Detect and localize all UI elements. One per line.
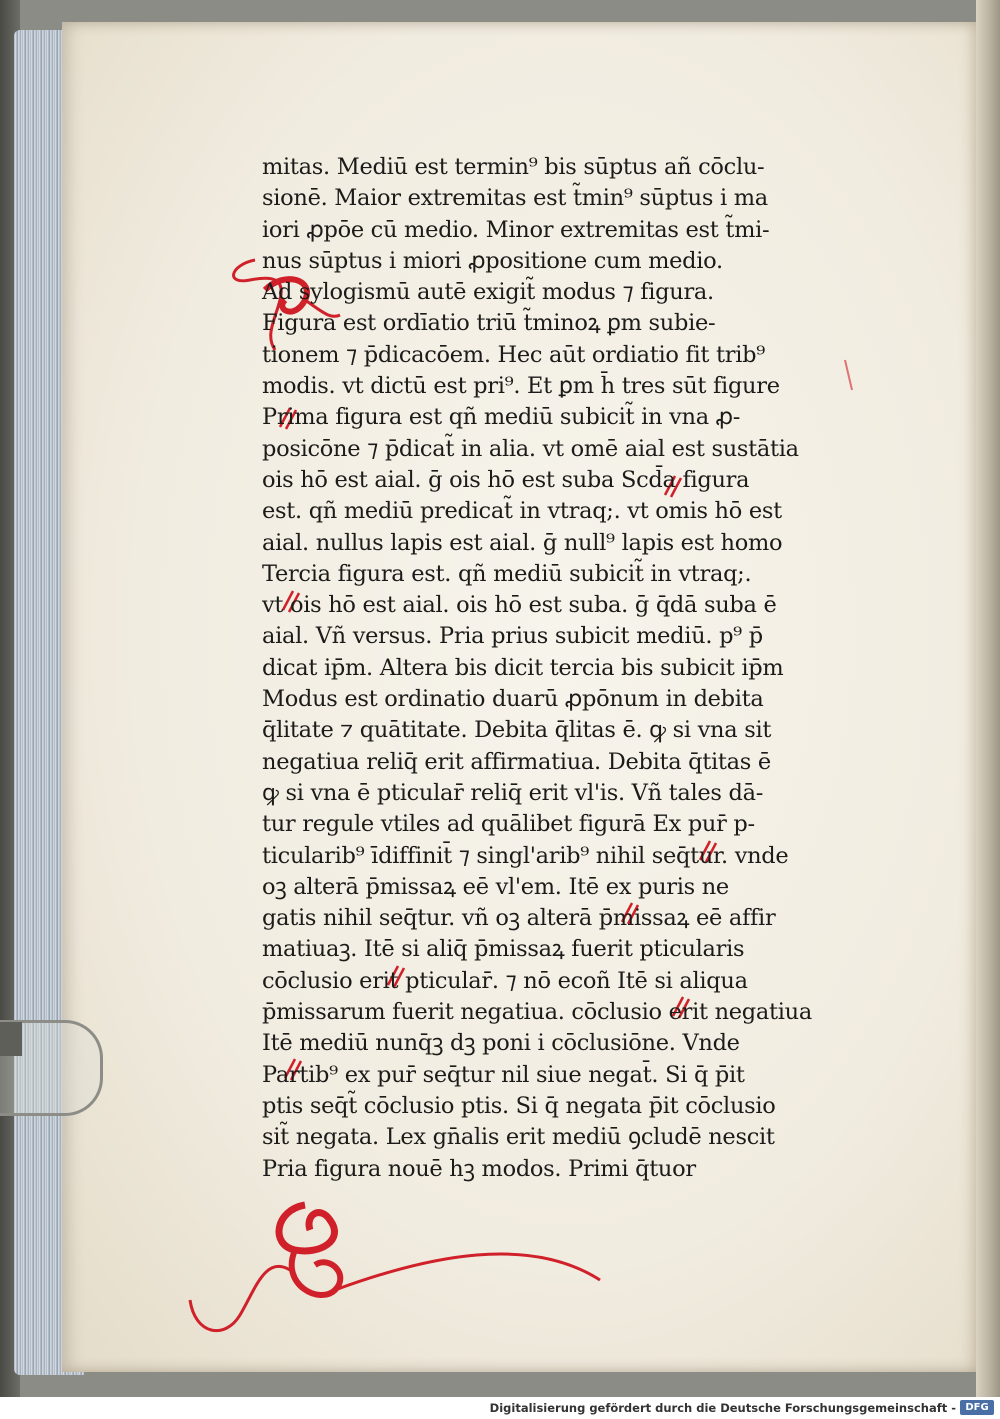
text-line: matiuaꝫ. Itē si aliq̄ p̄missaꝝ fuerit pticularis bbox=[262, 936, 745, 963]
text-column bbox=[262, 152, 862, 1185]
text-line: aial. nullus lapis est aial. ḡ null⁹ lapis est homo bbox=[262, 529, 783, 556]
text-line: sionē. Maior extremitas est t̃min⁹ sūptus i ma bbox=[262, 185, 768, 212]
text-line: Ad sylogismū autē exigit̃ modus ⁊ figura. bbox=[262, 279, 714, 306]
text-line: negatiua reliq̄ erit affirmatiua. Debita q̄titas ē bbox=[262, 748, 771, 775]
text-line: ptis seq̄t̃ cōclusio ptis. Si q̄ negata p̄it cōclusio bbox=[262, 1092, 776, 1119]
text-line: Itē mediū nunq̄ꝫ dꝫ poni i cōclusiōne. Vnde bbox=[262, 1030, 740, 1057]
text-line: tionem ⁊ p̄dicacōem. Hec aūt ordiatio fit trib⁹ bbox=[262, 341, 765, 368]
text-line: posicōne ⁊ p̄dicat̃ in alia. vt omē aial est sustātia bbox=[262, 435, 799, 462]
text-line: ois hō est aial. ḡ ois hō est suba Scd̄a figura bbox=[262, 466, 750, 493]
book-spine-edge bbox=[976, 0, 1000, 1397]
text-line: Prima figura est qñ mediū subicit̃ in vna ꝓ- bbox=[262, 404, 741, 431]
text-line: dicat ip̄m. Altera bis dicit tercia bis subicit ip̄m bbox=[262, 654, 784, 681]
footer-bar bbox=[0, 1397, 1000, 1419]
text-line: ꝙ si vna ē pticular̄ reliq̄ erit vl'is. Vñ tales dā- bbox=[262, 779, 764, 806]
clip-bar bbox=[0, 1022, 22, 1056]
text-line: p̄missarum fuerit negatiua. cōclusio erit negatiua bbox=[262, 999, 812, 1026]
text-line: tur regule vtiles ad quālibet figurā Ex pur̄ p- bbox=[262, 811, 755, 838]
text-line: Tercia figura est. qñ mediū subicit̃ in vtraq;. bbox=[262, 560, 752, 587]
text-line: Figura est ordīatio triū t̃minoꝝ ꝑm subie- bbox=[262, 310, 716, 337]
text-line: iori ꝓpōe cū medio. Minor extremitas est t̃mi- bbox=[262, 216, 770, 243]
text-line: est. qñ mediū predicat̃ in vtraq;. vt omis hō est bbox=[262, 498, 782, 525]
text-line: sit̃ negata. Lex gn̄alis erit mediū ꝯcludē nescit bbox=[262, 1124, 775, 1151]
text-line: oꝫ alterā p̄missaꝝ eē vl'em. Itē ex puris ne bbox=[262, 873, 729, 900]
text-line: ticularib⁹ īdiffinit̄ ⁊ singl'arib⁹ nihil seq̄tur. vnde bbox=[262, 842, 789, 869]
text-line: q̄litate ⁊ quātitate. Debita q̄litas ē. ꝙ si vna sit bbox=[262, 717, 772, 744]
text-line: aial. Vñ versus. Pria prius subicit mediū. p⁹ p̄ bbox=[262, 623, 763, 650]
text-line: nus sūptus i miori ꝓpositione cum medio. bbox=[262, 247, 723, 274]
text-line: cōclusio erit pticular̄. ⁊ nō ecoñ Itē si aliqua bbox=[262, 967, 748, 994]
text-line: modis. vt dictū est pri⁹. Et ꝑm h̄ tres sūt figure bbox=[262, 373, 780, 400]
text-line: gatis nihil seq̄tur. vñ oꝫ alterā p̄missaꝝ eē affir bbox=[262, 905, 776, 932]
text-line: Partib⁹ ex pur̄ seq̄tur nil siue negat̄. Si q̄ p̄it bbox=[262, 1061, 745, 1088]
digitization-credit: Digitalisierung gefördert durch die Deutsche Forschungsgemeinschaft - bbox=[489, 1401, 956, 1415]
text-line: vt ois hō est aial. ois hō est suba. ḡ q̄dā suba ē bbox=[262, 592, 777, 619]
text-line: mitas. Mediū est termin⁹ bis sūptus añ cōclu- bbox=[262, 154, 765, 180]
text-line: Modus est ordinatio duarū ꝓpōnum in debita bbox=[262, 686, 764, 713]
dfg-logo: DFG bbox=[960, 1400, 994, 1415]
text-line: Pria figura nouē hꝫ modos. Primi q̄tuor bbox=[262, 1155, 696, 1182]
